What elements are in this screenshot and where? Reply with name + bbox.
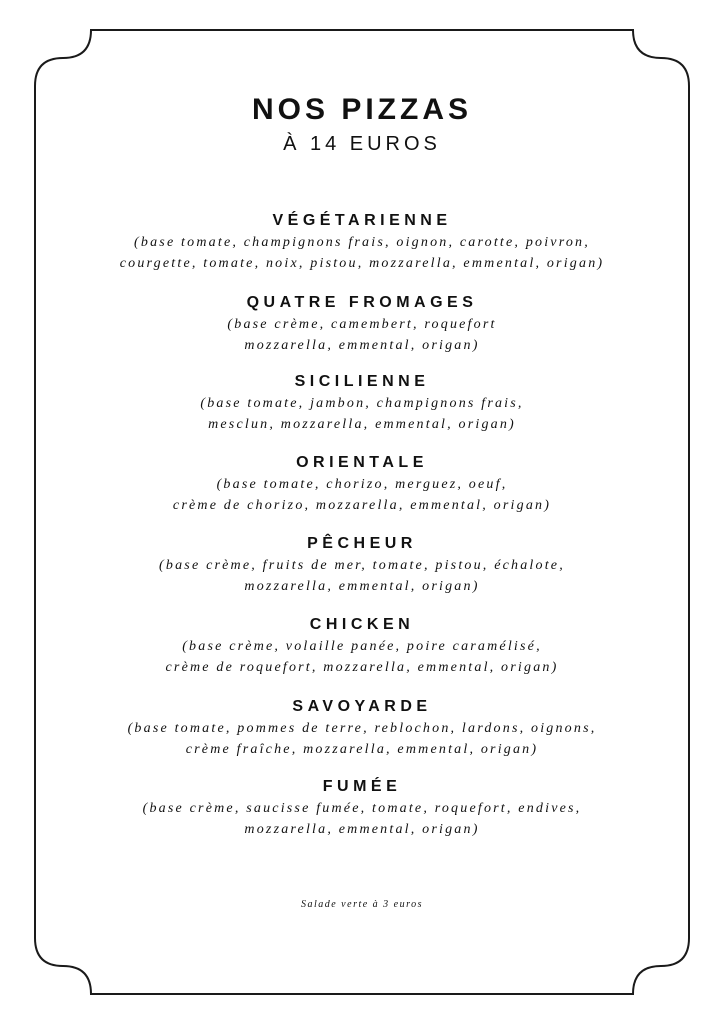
pizza-description-line: (base crème, saucisse fumée, tomate, roquefort, endives, bbox=[142, 801, 582, 816]
pizza-description-line: courgette, tomate, noix, pistou, mozzarella, emmental, origan) bbox=[119, 256, 605, 271]
pizza-description-line: (base tomate, champignons frais, oignon, carotte, poivron, bbox=[134, 235, 590, 250]
pizza-name: PÊCHEUR bbox=[307, 535, 417, 552]
pizza-description-line: (base tomate, jambon, champignons frais, bbox=[200, 396, 524, 411]
pizza-description-line: (base tomate, pommes de terre, reblochon, lardons, oignons, bbox=[127, 721, 597, 736]
page-title: NOS PIZZAS bbox=[251, 93, 472, 126]
page-subtitle: À 14 EUROS bbox=[283, 133, 441, 155]
pizza-item-orientale bbox=[0, 453, 724, 516]
pizza-item-quatre-fromages bbox=[0, 293, 724, 356]
pizza-name: SICILIENNE bbox=[294, 373, 430, 390]
pizza-description-line: crème fraîche, mozzarella, emmental, origan) bbox=[185, 742, 539, 757]
pizza-item-chicken bbox=[0, 615, 724, 678]
pizza-name: VÉGÉTARIENNE bbox=[272, 212, 452, 229]
pizza-description-line: crème de roquefort, mozzarella, emmental, origan) bbox=[165, 660, 559, 675]
pizza-description-line: (base crème, volaille panée, poire caramélisé, bbox=[182, 639, 542, 654]
pizza-name: FUMÉE bbox=[322, 778, 402, 795]
pizza-name: ORIENTALE bbox=[296, 454, 428, 471]
pizza-item-sicilienne bbox=[0, 372, 724, 435]
pizza-description-line: mozzarella, emmental, origan) bbox=[244, 822, 480, 837]
pizza-description-line: mesclun, mozzarella, emmental, origan) bbox=[208, 417, 516, 432]
pizza-description-line: (base crème, camembert, roquefort bbox=[227, 317, 497, 332]
pizza-name: QUATRE FROMAGES bbox=[246, 294, 478, 311]
pizza-item-pecheur bbox=[0, 534, 724, 597]
pizza-description-line: (base tomate, chorizo, merguez, oeuf, bbox=[216, 477, 508, 492]
pizza-name: SAVOYARDE bbox=[292, 698, 432, 715]
pizza-name: CHICKEN bbox=[309, 616, 415, 633]
footer-note: Salade verte à 3 euros bbox=[300, 899, 424, 910]
pizza-description-line: mozzarella, emmental, origan) bbox=[244, 579, 480, 594]
pizza-item-vegetarienne bbox=[0, 211, 724, 274]
pizza-description-line: crème de chorizo, mozzarella, emmental, origan) bbox=[172, 498, 552, 513]
pizza-item-savoyarde bbox=[0, 697, 724, 760]
pizza-item-fumee bbox=[0, 777, 724, 840]
pizza-description-line: (base crème, fruits de mer, tomate, pistou, échalote, bbox=[159, 558, 565, 573]
pizza-description-line: mozzarella, emmental, origan) bbox=[244, 338, 480, 353]
